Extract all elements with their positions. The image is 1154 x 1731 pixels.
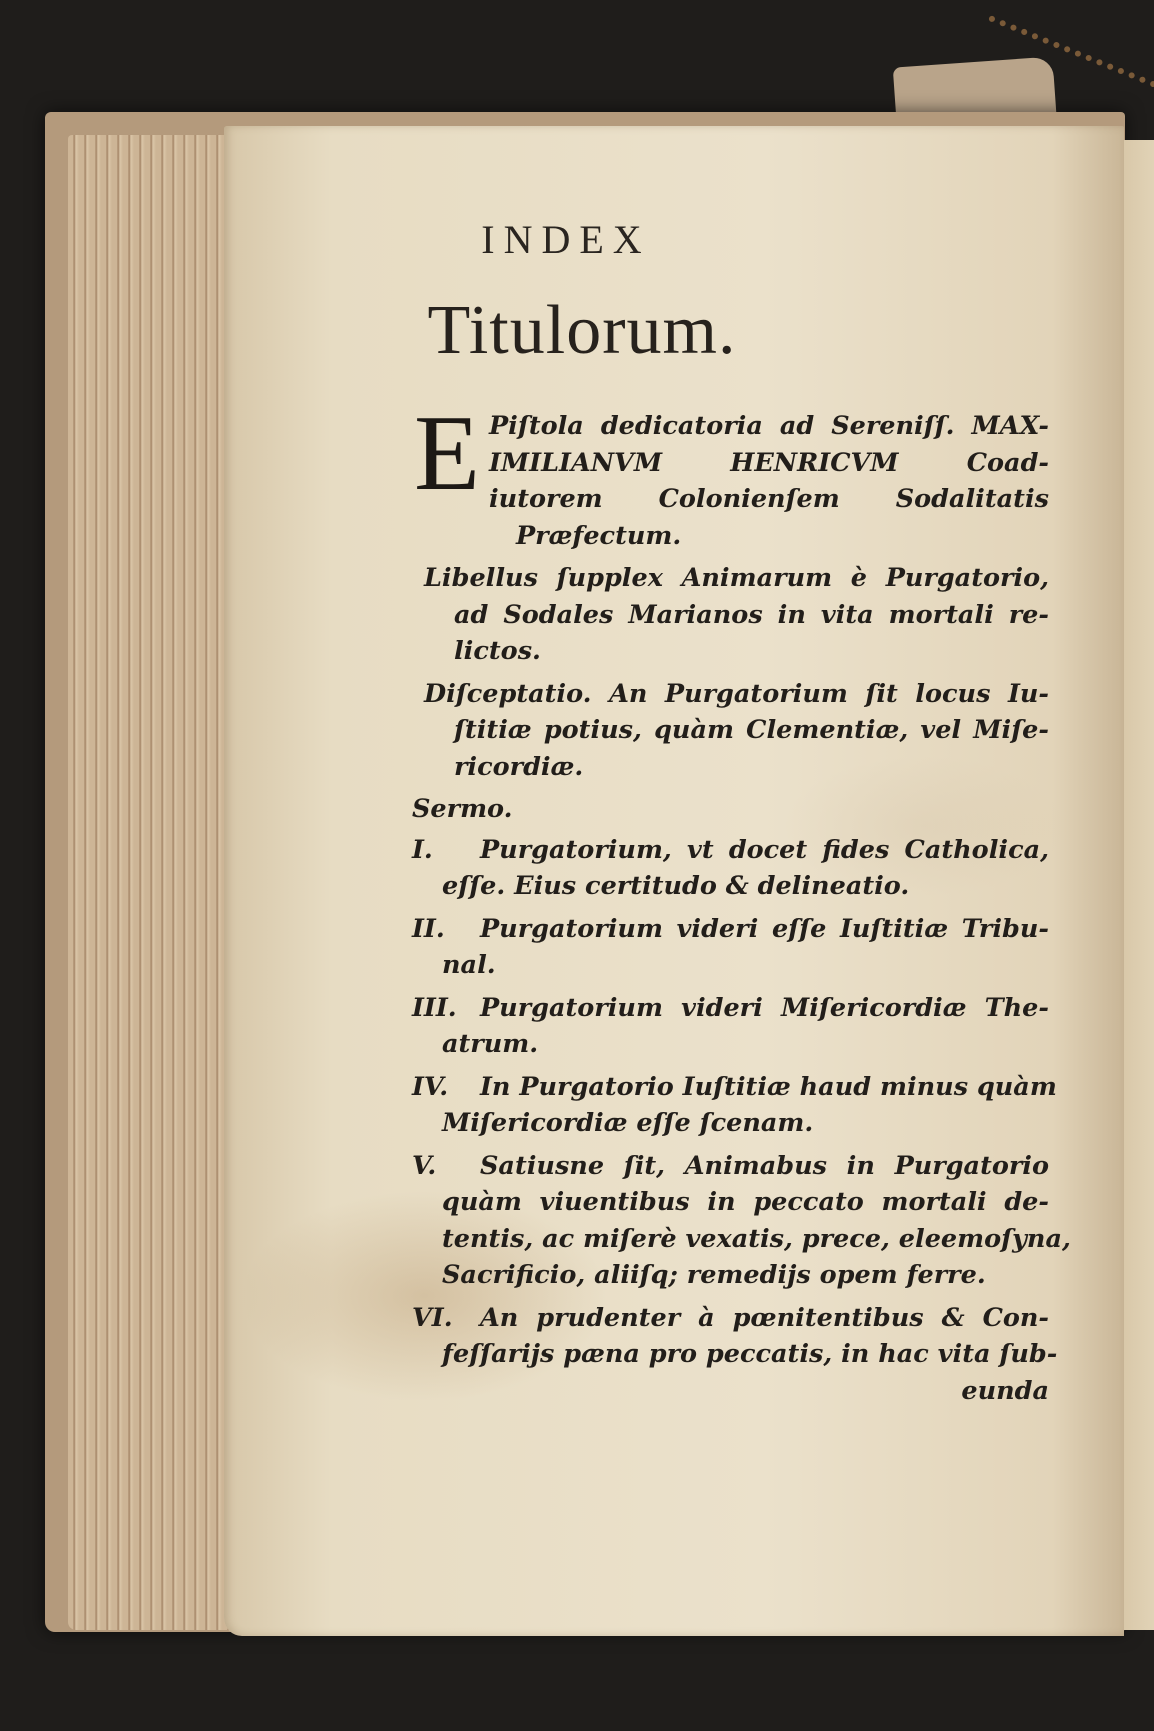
sermon-number: III. <box>412 992 457 1023</box>
sermo-heading: Sermo. <box>412 794 513 824</box>
index-entry-disceptatio <box>424 676 1049 786</box>
entry-line: feſſarijs pæna pro peccatis, in hac vita ſub- <box>442 1339 1058 1369</box>
entry-line: Satiusne ſit, Animabus in Purgatorio <box>480 1150 1049 1181</box>
entry-line: Purgatorium, vt docet fides Catholica, <box>480 834 1049 865</box>
book-page <box>224 126 1124 1636</box>
entry-line: An prudenter à pœnitentibus & Con- <box>480 1302 1049 1333</box>
entry-line: Diſceptatio. An Purgatorium ſit locus Iu- <box>424 678 1049 709</box>
entry-line: quàm viuentibus in peccato mortali de- <box>442 1187 1049 1217</box>
index-entry-libellus <box>424 560 1049 670</box>
entry-line: nal. <box>442 950 496 980</box>
entry-line: ſtitiæ potius, quàm Clementiæ, vel Miſe- <box>454 715 1049 745</box>
sermon-number: V. <box>412 1150 437 1181</box>
entry-line: tentis, ac miſerè vexatis, prece, eleemoſyna, <box>442 1223 1071 1254</box>
sermon-entry-5 <box>412 1148 1071 1294</box>
index-entries <box>412 394 1071 1415</box>
sermon-number: VI. <box>412 1302 453 1333</box>
entry-line: eunda <box>961 1375 1049 1406</box>
entry-line: eſſe. Eius certitudo & delineatio. <box>442 871 910 901</box>
entry-line: Miſericordiæ eſſe ſcenam. <box>442 1108 814 1138</box>
entry-line: IMILIANVM HENRICVM Coad- <box>489 447 1049 478</box>
drop-cap: E <box>414 394 480 513</box>
sermon-number: II. <box>412 913 445 944</box>
entry-line: ad Sodales Marianos in vita mortali re- <box>454 599 1049 630</box>
sermon-entry-6 <box>412 1300 1058 1410</box>
entry-line: Sacrificio, aliiſq; remedijs opem ferre. <box>442 1260 986 1290</box>
sermon-entry-3 <box>412 990 1049 1063</box>
entry-line: Libellus ſupplex Animarum è Purgatorio, <box>424 563 1049 593</box>
entry-line: ricordiæ. <box>454 751 584 782</box>
entry-line: lictos. <box>454 636 541 666</box>
entry-line: Purgatorium videri eſſe Iuſtitiæ Tribu- <box>480 913 1049 944</box>
page-title: Titulorum. <box>427 292 737 369</box>
index-entry-epistola <box>414 394 1049 554</box>
sermon-entry-4 <box>412 1069 1057 1142</box>
entry-line: Piſtola dedicatoria ad Sereniſſ. MAX- <box>489 411 1049 441</box>
sermon-entry-2 <box>412 911 1049 984</box>
entry-line: Præfectum. <box>516 520 682 551</box>
sermon-number: I. <box>412 834 433 865</box>
entry-line: atrum. <box>442 1029 539 1059</box>
sermon-number: IV. <box>412 1071 449 1102</box>
sermon-entry-1 <box>412 832 1049 905</box>
entry-line: iutorem Colonienſem Sodalitatis <box>489 484 1049 514</box>
entry-line: Purgatorium videri Miſericordiæ The- <box>480 992 1049 1023</box>
running-head: INDEX <box>481 217 651 262</box>
entry-line: In Purgatorio Iuſtitiæ haud minus quàm <box>480 1071 1057 1102</box>
